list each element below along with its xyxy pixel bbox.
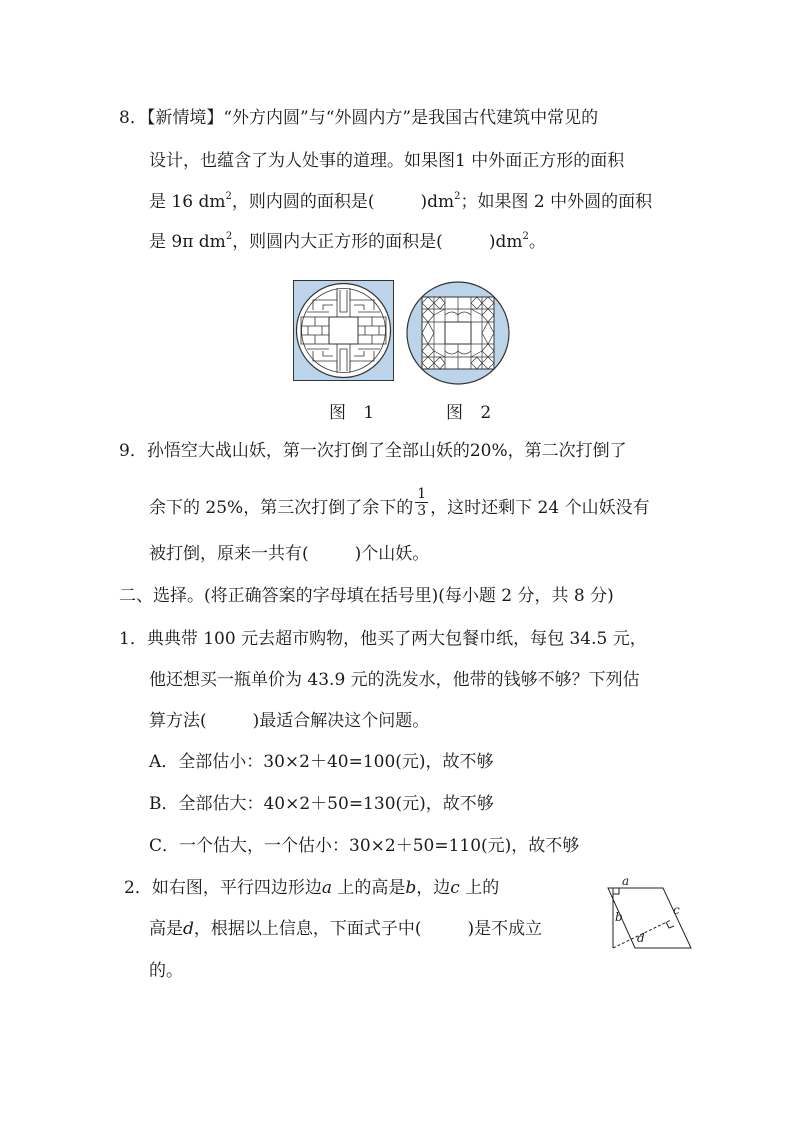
c1-option-b: B．全部估大：40×2＋50=130(元)，故不够 — [149, 794, 494, 814]
q9-text-3a: 被打倒，原来一共有( — [149, 544, 309, 564]
figure-label-a: a — [622, 874, 630, 888]
q8-text-2: 设计，也蕴含了为人处事的道理。如果图1 中外面正方形的面积 — [149, 151, 625, 171]
c1-line2 — [149, 669, 640, 691]
q8-tag: 【新情境】 — [146, 108, 224, 128]
c1-text-2: 他还想买一瓶单价为 43.9 元的洗发水，他带的钱够不够？下列估 — [149, 670, 640, 690]
q8-text-4d: 。 — [528, 232, 546, 252]
fraction-denominator: 3 — [417, 503, 427, 519]
q8-text-3d: ；如果图 2 中外圆的面积 — [460, 192, 653, 212]
c1-option-c: C．一个估大，一个估小：30×2＋50=110(元)，故不够 — [149, 836, 580, 856]
parallelogram-figure — [575, 872, 695, 952]
c2-text-1a: 如右图，平行四边形边 — [151, 878, 322, 898]
q8-line2 — [149, 150, 624, 172]
q8-text-1: “外方内圆”与“外圆内方”是我国古代建筑中常见的 — [223, 108, 599, 128]
c2-text-2c: )是不成立 — [467, 919, 543, 939]
c1-option-a: A．全部估小：30×2＋40=100(元)，故不够 — [149, 752, 494, 772]
q8-sup: 2 — [225, 231, 233, 242]
c2-line2 — [149, 918, 542, 940]
q8-text-3b: ，则内圆的面积是( — [231, 192, 375, 212]
q8-sup: 2 — [454, 191, 461, 202]
fraction-numerator: 1 — [417, 486, 427, 502]
q8-text-3a: 是 16 dm — [149, 192, 226, 212]
c2-text-1c: ，边 — [416, 878, 451, 898]
c2-text-2a: 高是 — [149, 919, 183, 939]
q8-sup: 2 — [522, 231, 529, 242]
figure-label-d: d — [637, 931, 645, 945]
var-c: c — [450, 878, 460, 898]
var-d: d — [183, 919, 194, 939]
figure-label-c: c — [673, 903, 680, 917]
q8-sup: 2 — [225, 191, 232, 202]
c2-line1 — [124, 877, 499, 899]
c1-text-1: 典典带 100 元去超市购物，他买了两大包餐巾纸，每包 34.5 元， — [146, 629, 647, 649]
q8-line4 — [149, 231, 546, 253]
c2-number: 2． — [124, 878, 152, 898]
c1-line3 — [149, 710, 429, 732]
fraction-one-third — [415, 486, 428, 519]
q9-text-2a: 余下的 25%，第三次打倒了余下的 — [149, 498, 414, 518]
figure-2-caption: 图 2 — [446, 403, 498, 423]
q9-text-2b: ，这时还剩下 24 个山妖没有 — [430, 498, 650, 518]
q9-text-1: 孙悟空大战山妖，第一次打倒了全部山妖的20%，第二次打倒了 — [146, 441, 627, 461]
q8-line3 — [149, 191, 652, 213]
var-a: a — [321, 878, 332, 898]
q9-text-3b: )个山妖。 — [354, 544, 430, 564]
c2-text-1b: 上的高是 — [331, 878, 406, 898]
c2-text-2b: ，根据以上信息，下面式子中( — [193, 919, 422, 939]
c1-line1 — [119, 628, 647, 650]
c2-line3: 的。 — [149, 961, 183, 981]
c1-text-3b: )最适合解决这个问题。 — [252, 711, 430, 731]
q9-line2 — [149, 486, 650, 525]
c1-number: 1． — [119, 629, 147, 649]
q9-line3 — [149, 543, 429, 565]
q8-number: 8． — [119, 108, 147, 128]
q9-number: 9． — [119, 441, 147, 461]
q8-text-4a: 是 9π dm — [149, 232, 226, 252]
c1-text-3a: 算方法( — [149, 711, 207, 731]
figure-label-b: b — [615, 910, 623, 924]
var-b: b — [405, 878, 417, 898]
q8-text-3c: )dm — [420, 192, 455, 212]
q8-line1 — [119, 107, 598, 129]
c2-text-1d: 上的 — [459, 878, 500, 898]
q8-text-4c: )dm — [488, 232, 523, 252]
q9-line1 — [119, 440, 627, 462]
figure-2-circle-with-square — [405, 280, 511, 386]
figure-1-caption: 图 1 — [329, 403, 381, 423]
section-2-heading: 二、选择。(将正确答案的字母填在括号里)(每小题 2 分，共 8 分) — [119, 586, 614, 606]
figure-1-square-with-circle — [293, 280, 394, 381]
q8-text-4b: ，则圆内大正方形的面积是( — [232, 232, 443, 252]
